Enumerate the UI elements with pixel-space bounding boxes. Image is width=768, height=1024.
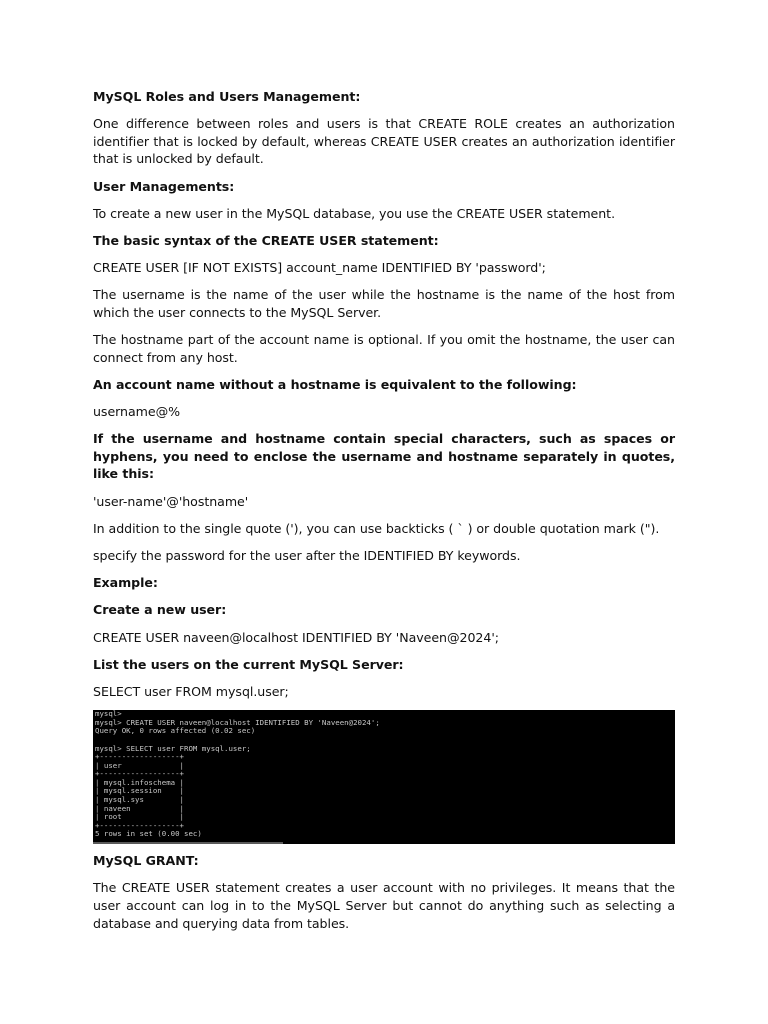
heading-user-managements: User Managements: bbox=[93, 178, 235, 194]
terminal-line: | root | bbox=[95, 812, 184, 822]
terminal-line: | mysql.infoschema | bbox=[95, 777, 184, 787]
paragraph-username-percent: username@% bbox=[93, 404, 181, 420]
terminal-line: | mysql.session | bbox=[95, 786, 184, 796]
terminal-line: +------------------+ bbox=[95, 769, 184, 779]
heading-list-users: List the users on the current MySQL Server: bbox=[93, 656, 404, 672]
heading-example: Example: bbox=[93, 575, 158, 591]
paragraph-grant: The CREATE USER statement creates a user account with no privileges. It means that the user account can log in to the MySQL Server but cannot do anything such as selecting a database and querying data from tables. bbox=[93, 880, 675, 931]
terminal-line: Query OK, 0 rows affected (0.02 sec) bbox=[95, 726, 256, 736]
paragraph-create-user: To create a new user in the MySQL database, you use the CREATE USER statement. bbox=[93, 205, 616, 221]
terminal-line: 5 rows in set (0.00 sec) bbox=[95, 829, 202, 839]
terminal-line: +------------------+ bbox=[95, 820, 184, 830]
terminal-line: | naveen | bbox=[95, 803, 184, 813]
paragraph-quoted-name: 'user-name'@'hostname' bbox=[93, 493, 249, 509]
paragraph-select-command: SELECT user FROM mysql.user; bbox=[93, 683, 289, 699]
heading-grant: MySQL GRANT: bbox=[93, 853, 199, 869]
terminal-line: mysql> SELECT user FROM mysql.user; bbox=[95, 743, 251, 753]
paragraph-create-command: CREATE USER naveen@localhost IDENTIFIED BY 'Naveen@2024'; bbox=[93, 629, 499, 645]
heading-special-characters: If the username and hostname contain special characters, such as spaces or hyphens, you need to enclose the username and hostname separately in quotes, like this: bbox=[93, 431, 675, 482]
terminal-screenshot bbox=[93, 710, 675, 844]
terminal-line: mysql> CREATE USER naveen@localhost IDENTIFIED BY 'Naveen@2024'; bbox=[95, 717, 380, 727]
heading-create-new-user: Create a new user: bbox=[93, 602, 227, 618]
paragraph-backticks: In addition to the single quote ('), you can use backticks ( ` ) or double quotation mark ("). bbox=[93, 520, 660, 536]
paragraph-roles-difference: One difference between roles and users is that CREATE ROLE creates an authorization identifier that is locked by default, whereas CREATE USER creates an authorization identifier that is unlocked by default. bbox=[93, 116, 675, 167]
terminal-line: | mysql.sys | bbox=[95, 795, 184, 805]
paragraph-username: The username is the name of the user while the hostname is the name of the host from which the user connects to the MySQL Server. bbox=[93, 287, 675, 320]
terminal-bottom-strip bbox=[93, 842, 283, 844]
paragraph-specify-password: specify the password for the user after the IDENTIFIED BY keywords. bbox=[93, 548, 521, 563]
terminal-line: | user | bbox=[95, 760, 184, 770]
heading-basic-syntax: The basic syntax of the CREATE USER statement: bbox=[93, 232, 439, 248]
terminal-line: mysql> bbox=[95, 710, 122, 719]
heading-roles-users: MySQL Roles and Users Management: bbox=[93, 89, 361, 104]
document-page bbox=[93, 88, 675, 942]
terminal-line: +------------------+ bbox=[95, 752, 184, 762]
paragraph-hostname: The hostname part of the account name is optional. If you omit the hostname, the user can connect from any host. bbox=[93, 332, 675, 365]
heading-equivalent: An account name without a hostname is equivalent to the following: bbox=[93, 376, 577, 392]
paragraph-syntax: CREATE USER [IF NOT EXISTS] account_name IDENTIFIED BY 'password'; bbox=[93, 260, 546, 276]
